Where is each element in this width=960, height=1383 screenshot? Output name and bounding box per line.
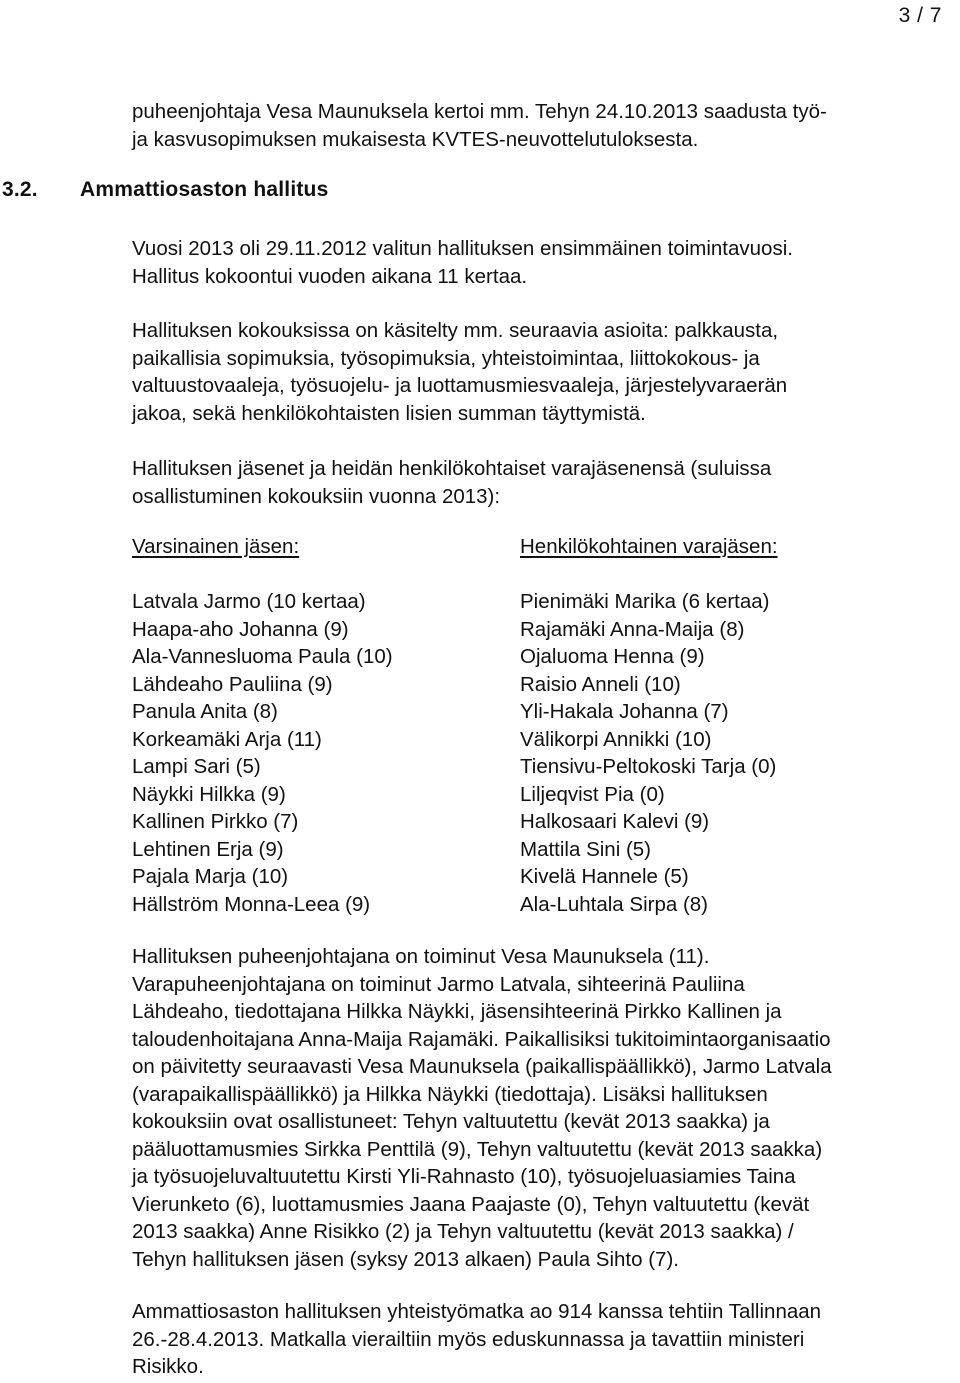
deputy-member-item: Halkosaari Kalevi (9)	[520, 810, 710, 833]
regular-member-item: Hällström Monna-Leea (9)	[132, 892, 371, 916]
regular-member-item: Näykki Hilkka (9)	[132, 782, 286, 806]
deputy-members-column	[520, 533, 778, 918]
trip-paragraph: Ammattiosaston hallituksen yhteistyömatka ao 914 kanssa tehtiin Tallinnaan 26.-28.4.2013. Matkalla vierailtiin myös eduskunnassa ja tavattiin ministeri Risikko.	[132, 1300, 822, 1378]
regular-members-header: Varsinainen jäsen:	[132, 535, 300, 558]
deputy-member-item: Raisio Anneli (10)	[520, 672, 681, 696]
deputy-members-list	[520, 588, 778, 918]
page-number: 3 / 7	[898, 4, 942, 27]
regular-member-item: Kallinen Pirkko (7)	[132, 810, 299, 833]
deputy-member-item: Tiensivu-Peltokoski Tarja (0)	[520, 755, 777, 778]
members-intro-paragraph: Hallituksen jäsenet ja heidän henkilökohtaiset varajäsenensä (suluissa osallistuminen kokouksiin vuonna 2013):	[132, 457, 772, 508]
deputy-member-item: Ojaluoma Henna (9)	[520, 645, 705, 668]
deputy-member-item: Liljeqvist Pia (0)	[520, 782, 665, 806]
regular-member-item: Haapa-aho Johanna (9)	[132, 617, 349, 641]
regular-member-item: Latvala Jarmo (10 kertaa)	[132, 590, 366, 613]
deputy-member-item: Pienimäki Marika (6 kertaa)	[520, 590, 770, 613]
regular-member-item: Lehtinen Erja (9)	[132, 837, 284, 861]
deputy-member-item: Välikorpi Annikki (10)	[520, 727, 712, 751]
regular-members-list	[132, 588, 393, 918]
regular-member-item: Lampi Sari (5)	[132, 755, 261, 778]
regular-member-item: Korkeamäki Arja (11)	[132, 727, 322, 751]
section-heading	[2, 178, 328, 202]
regular-member-item: Ala-Vannesluoma Paula (10)	[132, 645, 393, 668]
deputy-member-item: Yli-Hakala Johanna (7)	[520, 700, 729, 723]
deputy-member-item: Mattila Sini (5)	[520, 837, 652, 861]
year-paragraph: Vuosi 2013 oli 29.11.2012 valitun hallituksen ensimmäinen toimintavuosi. Hallitus kokoontui vuoden aikana 11 kertaa.	[132, 237, 793, 288]
regular-member-item: Panula Anita (8)	[132, 700, 278, 723]
regular-member-item: Pajala Marja (10)	[132, 865, 289, 888]
section-heading-title: Ammattiosaston hallitus	[80, 178, 329, 201]
deputy-member-item: Kivelä Hannele (5)	[520, 865, 689, 888]
topics-paragraph: Hallituksen kokouksissa on käsitelty mm. seuraavia asioita: palkkausta, paikallisia sopimuksia, työsopimuksia, yhteistoimintaa, liittokokous- ja valtuustovaaleja, työsuojelu- ja luottamusmiesvaaleja, järjestelyvaraerän jakoa, sekä henkilökohtaisten lisien summan täyttymistä.	[132, 319, 788, 425]
regular-member-item: Lähdeaho Pauliina (9)	[132, 672, 333, 696]
deputy-member-item: Rajamäki Anna-Maija (8)	[520, 617, 745, 641]
deputy-members-header: Henkilökohtainen varajäsen:	[520, 535, 778, 558]
intro-paragraph: puheenjohtaja Vesa Maunuksela kertoi mm. Tehyn 24.10.2013 saadusta työ- ja kasvusopimuksen mukaisesta KVTES-neuvottelutuloksesta.	[132, 100, 827, 151]
regular-members-column	[132, 533, 393, 918]
section-heading-number: 3.2.	[2, 178, 38, 201]
officers-paragraph: Hallituksen puheenjohtajana on toiminut Vesa Maunuksela (11). Varapuheenjohtajana on toiminut Jarmo Latvala, sihteerinä Pauliina Lähdeaho, tiedottajana Hilkka Näykki, jäsensihteerinä Pirkko Kallinen ja taloudenhoitajana Anna-Maija Rajamäki. Paikallisiksi tukitoimintaorganisaatio on päivitetty seuraavasti Vesa Maunuksela (paikallispäällikkö), Jarmo Latvala (varapaikallispäällikkö) ja Hilkka Näykki (tiedottaja). Lisäksi hallituksen kokouksiin ovat osallistuneet: Tehyn valtuutettu (kevät 2013 saakka) ja pääluottamusmies Sirkka Penttilä (9), Tehyn valtuutettu (kevät 2013 saakka) ja työsuojeluvaltuutettu Kirsti Yli-Rahnasto (10), työsuojeluasiamies Taina Vierunketo (6), luottamusmies Jaana Paajaste (0), Tehyn valtuutettu (kevät 2013 saakka) Anne Risikko (2) ja Tehyn valtuutettu (kevät 2013 saakka) / Tehyn hallituksen jäsen (syksy 2013 alkaen) Paula Sihto (7).	[132, 945, 832, 1271]
deputy-member-item: Ala-Luhtala Sirpa (8)	[520, 892, 709, 916]
